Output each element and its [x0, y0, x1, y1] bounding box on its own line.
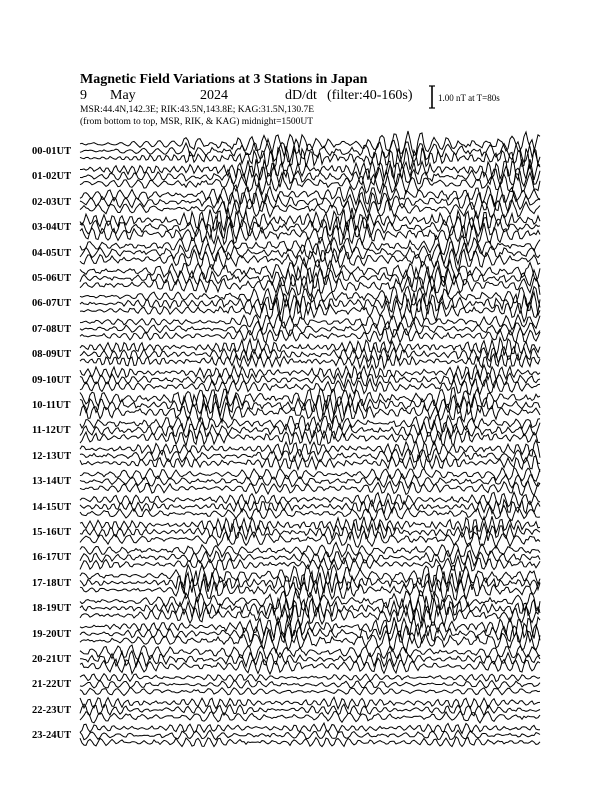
hour-row: [80, 697, 540, 723]
row-label: 19-20UT: [32, 628, 72, 640]
row-label: 05-06UT: [32, 273, 72, 284]
hour-row: [80, 723, 540, 747]
trace-kag: [80, 365, 540, 380]
hour-row: [80, 184, 540, 220]
trace-msr: [80, 630, 540, 653]
trace-msr: [80, 401, 540, 424]
trace-rik: [80, 651, 540, 667]
trace-kag: [80, 516, 540, 533]
row-label: 15-16UT: [32, 527, 72, 538]
row-label: 12-13UT: [32, 450, 72, 462]
row-label: 17-18UT: [32, 577, 72, 589]
date-month: May: [110, 88, 136, 103]
trace-msr: [80, 579, 540, 602]
trace-msr: [80, 171, 540, 194]
hour-row: [80, 565, 540, 602]
trace-kag: [80, 616, 540, 639]
trace-msr: [80, 354, 540, 369]
row-label: 21-22UT: [32, 679, 72, 691]
row-label: 07-08UT: [32, 323, 72, 335]
date-year: 2024: [200, 88, 228, 103]
row-label: 06-07UT: [32, 298, 72, 310]
hour-row: [80, 414, 540, 446]
filter-label: (filter:40-160s): [327, 88, 413, 103]
row-label: 08-09UT: [32, 349, 72, 361]
trace-msr: [80, 687, 540, 695]
hour-row: [80, 468, 540, 496]
trace-kag: [80, 315, 540, 331]
chart-title: Magnetic Field Variations at 3 Stations in Japan: [80, 72, 368, 87]
hour-row: [80, 589, 540, 628]
trace-kag: [80, 697, 540, 709]
hour-row: [80, 542, 540, 571]
row-label: 11-12UT: [32, 425, 71, 437]
trace-kag: [80, 258, 540, 283]
row-label: 01-02UT: [32, 171, 72, 183]
trace-kag: [80, 159, 540, 180]
row-label: 00-01UT: [32, 146, 72, 157]
row-label: 23-24UT: [32, 730, 72, 742]
row-label: 03-04UT: [32, 222, 72, 234]
row-label: 09-10UT: [32, 374, 72, 386]
trace-msr: [80, 737, 540, 747]
row-label: 14-15UT: [32, 501, 72, 513]
hour-row: [80, 131, 540, 170]
trace-rik: [80, 596, 540, 621]
row-label: 22-23UT: [32, 704, 72, 716]
row-label: 02-03UT: [32, 196, 72, 208]
hour-row: [80, 208, 540, 246]
stacking-note: (from bottom to top, MSR, RIK, & KAG) midnight=1500UT: [80, 117, 314, 127]
trace-msr: [80, 273, 540, 296]
station-coordinates: MSR:44.4N,142.3E; RIK:43.5N,143.8E; KAG:31.5N,130.7E: [80, 105, 315, 115]
scale-label: 1.00 nT at T=80s: [438, 93, 500, 103]
hour-row: [80, 235, 540, 271]
hour-row: [80, 645, 540, 674]
date-day: 9: [80, 88, 87, 103]
quantity-label: dD/dt: [285, 88, 317, 103]
hour-row: [80, 315, 540, 344]
hour-row: [80, 674, 540, 696]
row-label: 13-14UT: [32, 476, 72, 488]
hour-row: [80, 516, 540, 548]
row-label: 20-21UT: [32, 654, 72, 665]
trace-msr: [80, 711, 540, 723]
trace-rik: [80, 680, 540, 688]
hour-row: [80, 387, 540, 423]
hour-row: [80, 159, 540, 194]
row-label: 04-05UT: [32, 247, 72, 259]
trace-rik: [80, 165, 540, 188]
hour-row: [80, 338, 540, 369]
hour-row: [80, 492, 540, 520]
trace-kag: [80, 674, 540, 682]
row-label: 16-17UT: [32, 552, 72, 564]
row-label: 10-11UT: [32, 400, 71, 411]
row-label: 18-19UT: [32, 603, 72, 615]
